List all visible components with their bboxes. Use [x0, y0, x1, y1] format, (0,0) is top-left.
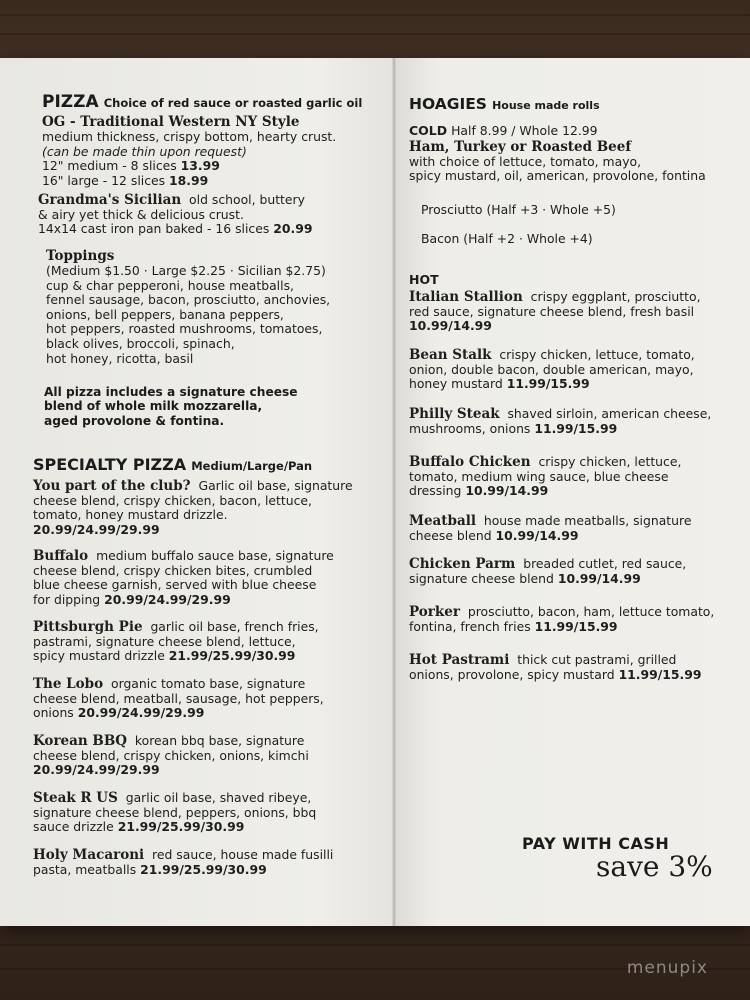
hoagies-header — [409, 94, 600, 113]
hot-item-price-prefix: fontina, french fries — [409, 618, 535, 634]
specialty-item-desc: garlic oil base, shaved ribeye, — [125, 790, 312, 805]
specialty-item-price: 20.99/24.99/29.99 — [33, 521, 160, 537]
hoagies-subtitle: House made rolls — [492, 99, 600, 112]
cold-desc: with choice of lettuce, tomato, mayo, — [409, 153, 642, 169]
og-note: (can be made thin upon request) — [42, 143, 247, 159]
toppings-list — [46, 279, 376, 367]
specialty-item-line: cheese blend, meatball, sausage, hot peppers, — [33, 690, 324, 706]
specialty-item-line: cheese blend, crispy chicken, onions, kimchi — [33, 747, 309, 763]
cold-name: Ham, Turkey or Roasted Beef — [409, 138, 632, 155]
specialty-item-price-prefix: pasta, meatballs — [33, 861, 141, 877]
specialty-item-price-line — [33, 763, 363, 778]
grandma-item — [38, 193, 368, 237]
specialty-item-desc: organic tomato base, signature — [110, 676, 306, 691]
specialty-item-head — [33, 734, 363, 749]
specialty-item-price-line — [33, 706, 363, 721]
specialty-item-desc: medium buffalo sauce base, signature — [96, 548, 334, 563]
pizza-header — [42, 92, 362, 112]
grandma-desc1: old school, buttery — [189, 192, 305, 207]
hot-item-desc: crispy chicken, lettuce, tomato, — [499, 347, 695, 362]
hot-item-price: 10.99/14.99 — [465, 483, 549, 499]
hot-item — [409, 407, 739, 436]
specialty-item-price: 20.99/24.99/29.99 — [104, 591, 231, 607]
hot-item-desc: thick cut pastrami, grilled — [517, 652, 677, 667]
specialty-item-line: pastrami, signature cheese blend, lettuce, — [33, 633, 296, 649]
hot-label: HOT — [409, 272, 439, 287]
center-fold — [392, 58, 396, 926]
cash-line1: PAY WITH CASH — [522, 834, 670, 853]
hot-item-head — [409, 290, 739, 305]
hot-item — [409, 290, 739, 334]
specialty-item-price-line — [33, 649, 363, 664]
specialty-item-price-line — [33, 523, 363, 538]
hot-item-name: Philly Steak — [409, 406, 500, 422]
og-medium-price: 13.99 — [180, 158, 220, 174]
hot-item-price: 11.99/15.99 — [534, 618, 618, 634]
hot-item-price-prefix: cheese blend — [409, 527, 496, 543]
hot-item-price: 10.99/14.99 — [495, 527, 579, 543]
hot-item-head — [409, 407, 739, 422]
hot-item-head — [409, 455, 739, 470]
addon-prosciutto: Prosciutto (Half +3 · Whole +5) — [421, 202, 616, 217]
hot-item-price-prefix: signature cheese blend — [409, 570, 558, 586]
specialty-item — [33, 734, 363, 778]
cold-label: COLD — [409, 123, 448, 138]
toppings-prices: (Medium $1.50 · Large $2.25 · Sicilian $2.75) — [46, 263, 326, 278]
specialty-item-head — [33, 791, 363, 806]
specialty-item-price-prefix: sauce drizzle — [33, 819, 118, 835]
hot-item-price: 11.99/15.99 — [618, 666, 702, 682]
grandma-size: 14x14 cast iron pan baked - 16 slices — [38, 221, 274, 237]
specialty-item-price: 21.99/25.99/30.99 — [168, 648, 296, 664]
specialty-item-head — [33, 677, 363, 692]
hot-item — [409, 348, 739, 392]
cheese-note-line: blend of whole milk mozzarella, — [44, 399, 263, 414]
hot-item-price-line — [409, 319, 739, 334]
specialty-item-price: 21.99/25.99/30.99 — [117, 819, 245, 835]
menu-sheet — [0, 58, 750, 926]
og-large-label: 16" large - 12 slices — [42, 172, 170, 188]
hot-item-name: Hot Pastrami — [409, 652, 510, 668]
specialty-item-desc: Garlic oil base, signature — [198, 478, 353, 493]
specialty-subtitle: Medium/Large/Pan — [191, 459, 313, 473]
specialty-item-name: Korean BBQ — [33, 733, 127, 749]
specialty-item — [33, 791, 363, 835]
specialty-item-price: 21.99/25.99/30.99 — [140, 861, 267, 877]
hot-item-price-prefix: mushrooms, onions — [409, 420, 535, 436]
hot-item-head — [409, 557, 739, 572]
specialty-item — [33, 479, 363, 537]
specialty-title: SPECIALTY PIZZA — [33, 455, 187, 474]
specialty-item-head — [33, 479, 363, 494]
specialty-item-head — [33, 848, 363, 863]
hot-item-name: Meatball — [409, 513, 476, 529]
hot-item — [409, 605, 739, 634]
specialty-item-desc: red sauce, house made fusilli — [152, 847, 334, 862]
specialty-item-price-line — [33, 820, 363, 835]
og-large — [42, 174, 372, 189]
hot-item-line: tomato, medium wing sauce, blue cheese — [409, 468, 669, 484]
grandma-desc3 — [38, 222, 368, 237]
hot-item-price: 10.99/14.99 — [409, 318, 492, 334]
specialty-item-name: The Lobo — [33, 676, 104, 692]
specialty-item-name: Buffalo — [33, 548, 89, 564]
specialty-item-line: tomato, honey mustard drizzle. — [33, 507, 228, 523]
cold-price: Half 8.99 / Whole 12.99 — [451, 123, 598, 138]
specialty-item-price-prefix: onions — [33, 705, 78, 721]
hot-item-head — [409, 514, 739, 529]
hot-item-desc: shaved sirloin, american cheese, — [507, 406, 712, 421]
hot-item-name: Italian Stallion — [409, 289, 523, 305]
addon-bacon: Bacon (Half +2 · Whole +4) — [421, 231, 593, 246]
toppings-section — [46, 248, 376, 366]
cold-section — [409, 124, 739, 184]
hot-item — [409, 653, 739, 682]
specialty-item — [33, 620, 363, 664]
og-desc: medium thickness, crispy bottom, hearty crust. — [42, 129, 337, 144]
specialty-item-name: Pittsburgh Pie — [33, 619, 143, 635]
hot-item-name: Porker — [409, 604, 460, 620]
hot-item-name: Bean Stalk — [409, 347, 492, 363]
cheese-note-line: All pizza includes a signature cheese — [44, 385, 298, 399]
specialty-item-desc: garlic oil base, french fries, — [150, 619, 319, 634]
hot-item-desc: crispy eggplant, prosciutto, — [530, 289, 701, 304]
specialty-item-name: You part of the club? — [33, 478, 191, 494]
specialty-item-price: 20.99/24.99/29.99 — [33, 762, 160, 778]
hot-item-desc: house made meatballs, signature — [483, 513, 692, 528]
hot-item-price: 10.99/14.99 — [557, 570, 641, 586]
specialty-item — [33, 549, 363, 607]
specialty-item-line: blue cheese garnish, served with blue cheese — [33, 577, 317, 593]
cold-desc: spicy mustard, oil, american, provolone, fontina — [409, 168, 706, 184]
hot-item-price: 11.99/15.99 — [506, 376, 590, 392]
specialty-item-price-line — [33, 863, 363, 878]
specialty-item-desc: korean bbq base, signature — [134, 733, 305, 748]
hot-item-desc: crispy chicken, lettuce, — [538, 454, 682, 469]
grandma-price: 20.99 — [273, 221, 313, 237]
hot-item-price-line — [409, 484, 739, 499]
hot-item-name: Buffalo Chicken — [409, 454, 531, 470]
hot-item-price-line — [409, 668, 739, 683]
watermark: menupix — [626, 958, 708, 978]
og-large-price: 18.99 — [169, 172, 209, 188]
specialty-item — [33, 677, 363, 721]
specialty-item — [33, 848, 363, 877]
toppings-line: fennel sausage, bacon, prosciutto, anchovies, — [46, 292, 331, 308]
specialty-item-price-prefix: for dipping — [33, 591, 105, 607]
toppings-line: black olives, broccoli, spinach, — [46, 335, 235, 351]
hot-item-price-line — [409, 422, 739, 437]
hot-item-price-line — [409, 572, 739, 587]
cheese-note-line: aged provolone & fontina. — [44, 413, 225, 428]
hot-item-price-prefix: honey mustard — [409, 376, 507, 392]
toppings-title: Toppings — [46, 248, 115, 264]
hot-item-name: Chicken Parm — [409, 556, 516, 572]
hot-item-desc: breaded cutlet, red sauce, — [523, 556, 687, 571]
grandma-name: Grandma's Sicilian — [38, 192, 182, 208]
specialty-header — [33, 455, 312, 474]
hot-item-price-line — [409, 620, 739, 635]
og-item — [42, 114, 372, 188]
toppings-line: onions, bell peppers, banana peppers, — [46, 306, 284, 322]
specialty-item-line: cheese blend, crispy chicken bites, crumbled — [33, 562, 313, 578]
toppings-line: hot peppers, roasted mushrooms, tomatoes, — [46, 321, 323, 337]
pizza-subtitle: Choice of red sauce or roasted garlic oil — [103, 96, 363, 110]
og-medium-label: 12" medium - 8 slices — [42, 158, 181, 174]
specialty-item-line: signature cheese blend, peppers, onions, bbq — [33, 804, 317, 820]
specialty-item-price-prefix: spicy mustard drizzle — [33, 648, 169, 664]
toppings-line: cup & char pepperoni, house meatballs, — [46, 277, 294, 293]
hot-item-price-line — [409, 377, 739, 392]
hot-item — [409, 455, 739, 499]
og-name: OG - Traditional Western NY Style — [42, 114, 300, 130]
hot-item-line: onion, double bacon, double american, mayo, — [409, 361, 694, 377]
hot-item-price-prefix: onions, provolone, spicy mustard — [409, 666, 619, 682]
og-medium — [42, 159, 372, 174]
cheese-note — [44, 385, 374, 428]
hot-item-head — [409, 605, 739, 620]
hot-item-head — [409, 348, 739, 363]
hot-item-price-prefix: dressing — [409, 483, 466, 499]
hot-item-desc: prosciutto, bacon, ham, lettuce tomato, — [467, 604, 715, 619]
toppings-line: hot honey, ricotta, basil — [46, 350, 194, 366]
specialty-item-head — [33, 620, 363, 635]
hot-item-head — [409, 653, 739, 668]
cash-line2: save 3% — [596, 850, 713, 883]
hoagies-title: HOAGIES — [409, 95, 487, 113]
specialty-item-price: 20.99/24.99/29.99 — [77, 705, 205, 721]
specialty-item-name: Steak R US — [33, 790, 118, 806]
hot-item — [409, 557, 739, 586]
specialty-item-head — [33, 549, 363, 564]
specialty-item-name: Holy Macaroni — [33, 847, 145, 863]
hot-item-line: red sauce, signature cheese blend, fresh basil — [409, 303, 695, 319]
hot-item-price-line — [409, 529, 739, 544]
pizza-title: PIZZA — [42, 92, 99, 112]
hot-item — [409, 514, 739, 543]
specialty-item-price-line — [33, 593, 363, 608]
hot-item-price: 11.99/15.99 — [534, 420, 618, 436]
grandma-desc2: & airy yet thick & delicious crust. — [38, 206, 244, 222]
specialty-item-line: cheese blend, crispy chicken, bacon, lettuce, — [33, 492, 312, 508]
